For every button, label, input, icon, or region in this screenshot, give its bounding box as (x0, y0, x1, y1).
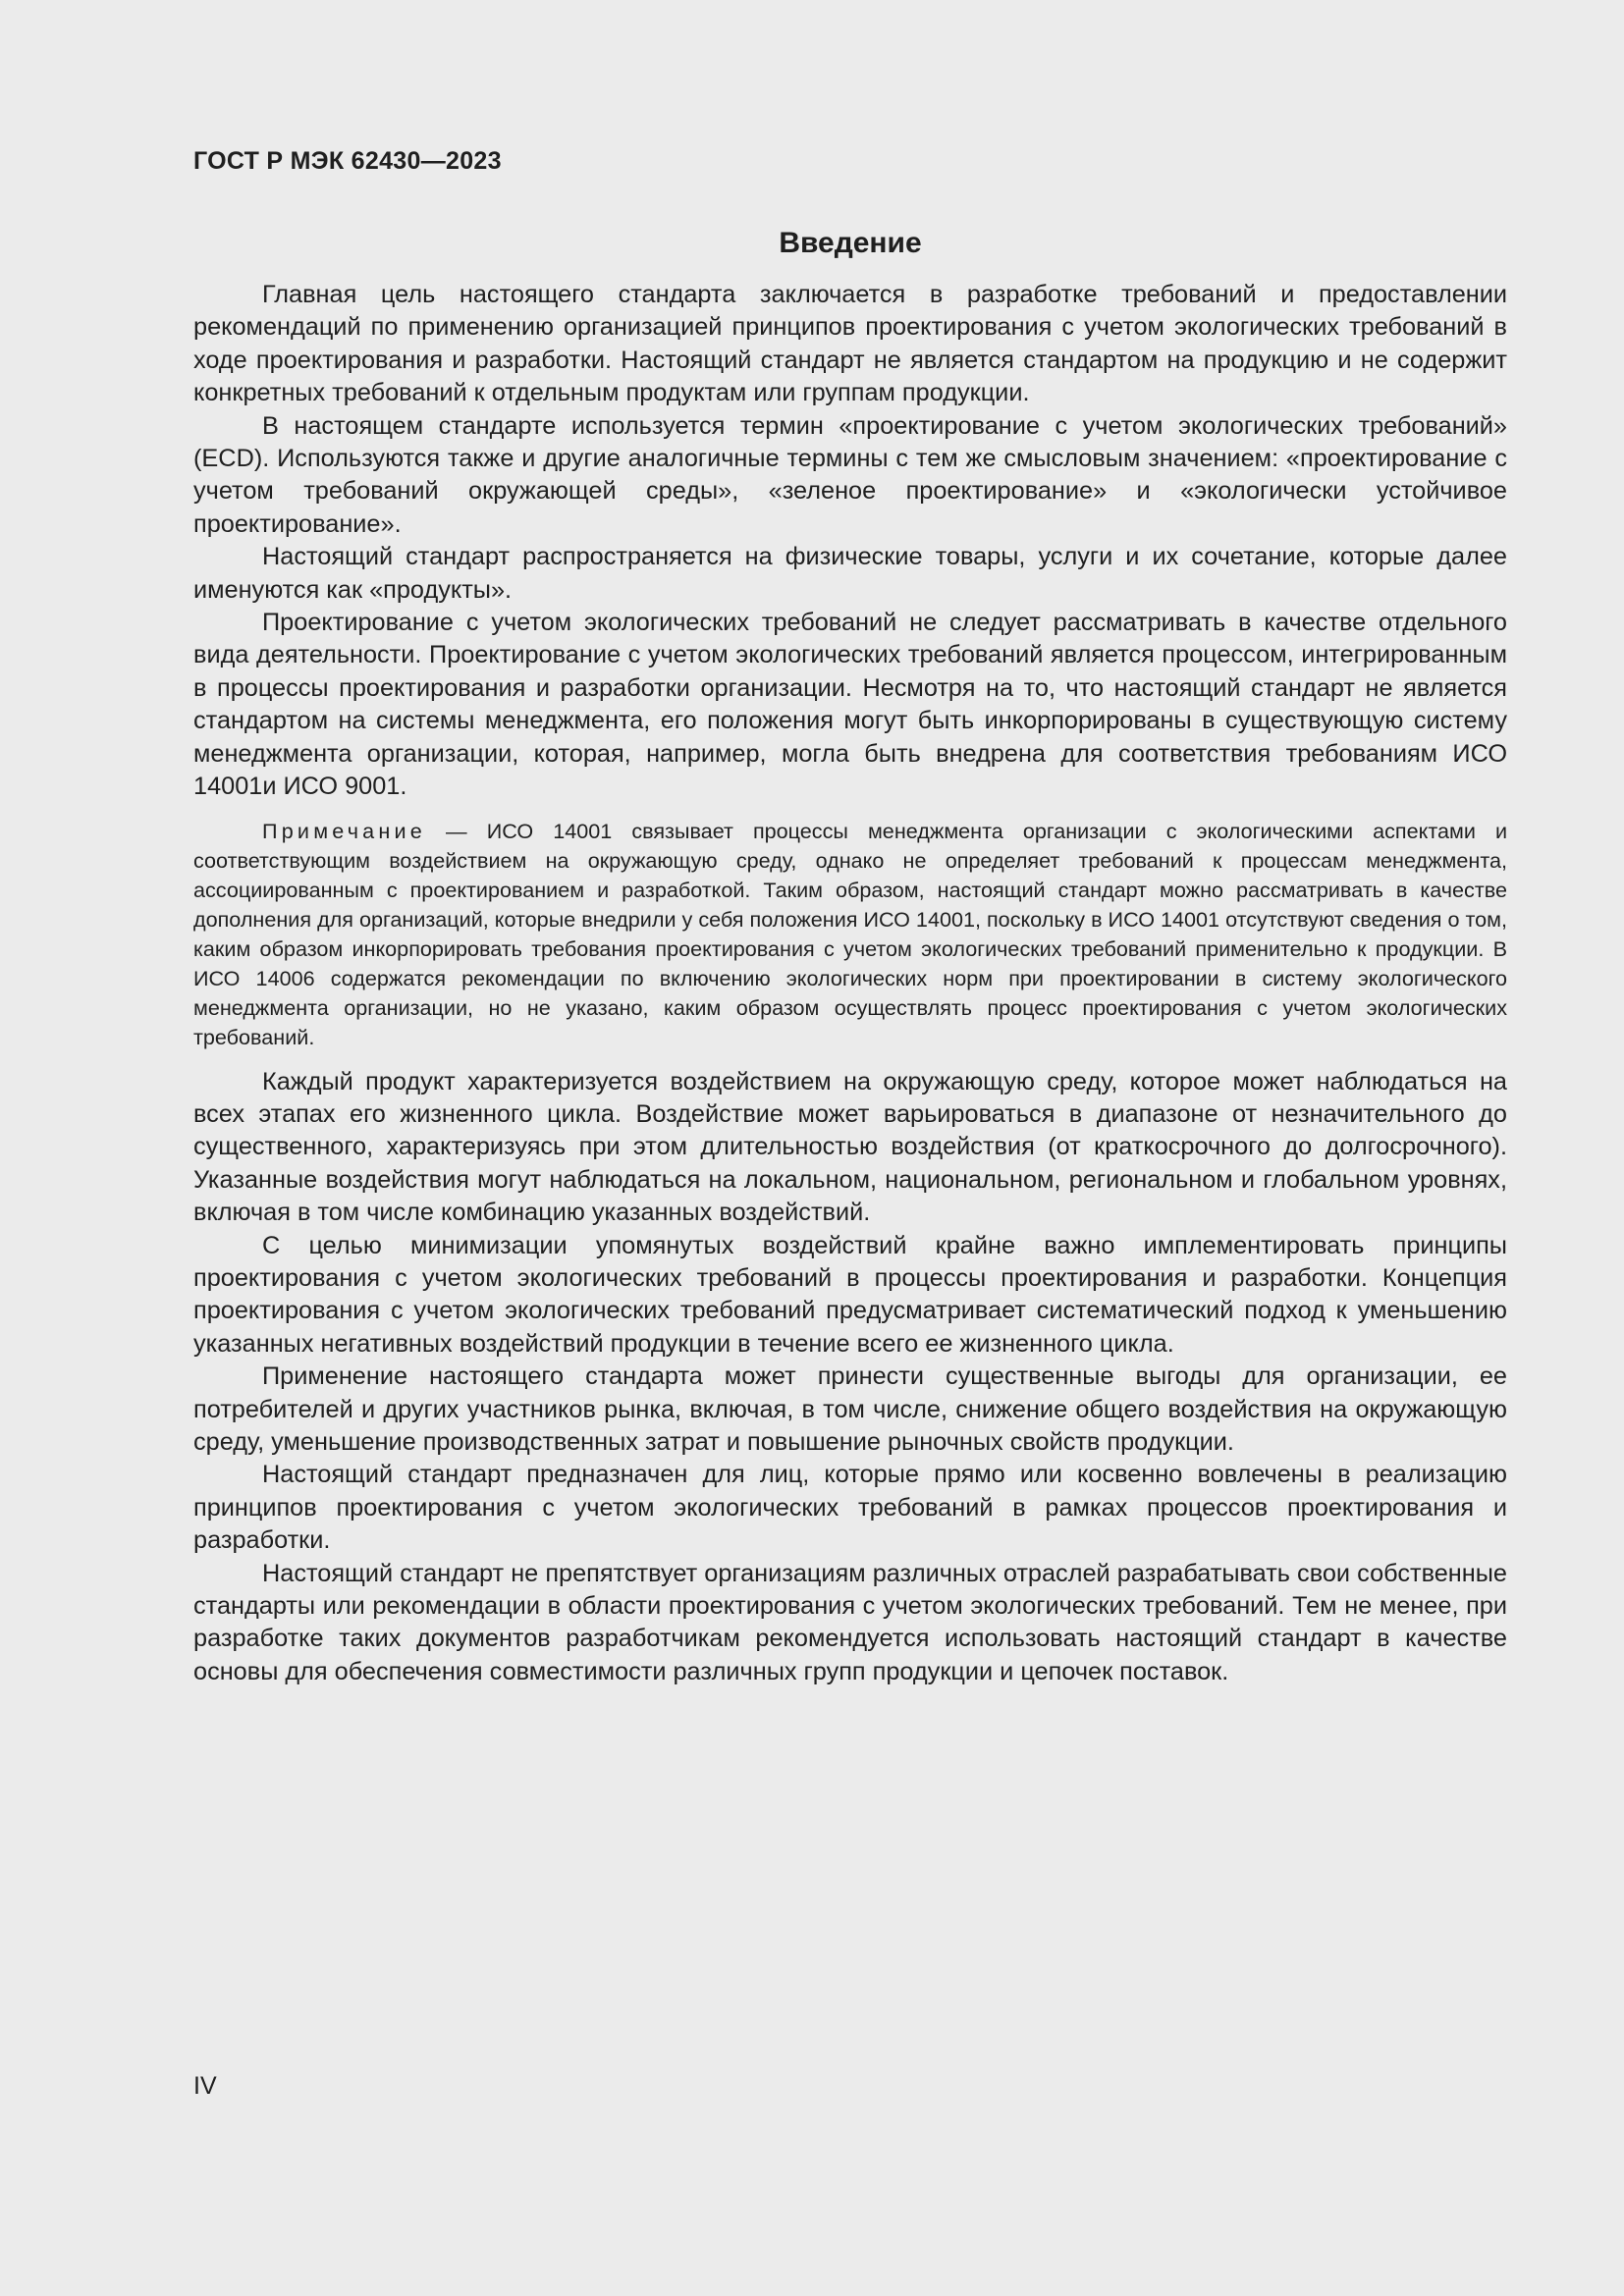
paragraph: С целью минимизации упомянутых воздействий крайне важно имплементировать принципы проектирования с учетом экологических требований в процессы проектирования и разработки. Концепция проектирования с учетом экологических требований предусматривает систематический подход к уменьшению указанных негативных воздействий продукции в течение всего ее жизненного цикла. (193, 1231, 1507, 1358)
document-code-header: ГОСТ Р МЭК 62430—2023 (193, 147, 502, 175)
page-body (193, 224, 1507, 1688)
paragraph: В настоящем стандарте используется термин «проектирование с учетом экологических требований» (ECD). Используются также и другие аналогичные термины с тем же смысловым значением: «проектирование с учетом требований окружающей среды», «зеленое проектирование» и «экологически устойчивое проектирование». (193, 411, 1507, 538)
paragraph: Настоящий стандарт не препятствует организациям различных отраслей разрабатывать свои собственные стандарты или рекомендации в области проектирования с учетом экологических требований. Тем не менее, при разработке таких документов разработчикам рекомендуется использовать настоящий стандарт в качестве основы для обеспечения совместимости различных групп продукции и цепочек поставок. (193, 1559, 1507, 1685)
paragraph: Настоящий стандарт предназначен для лиц, которые прямо или косвенно вовлечены в реализацию принципов проектирования с учетом экологических требований в рамках процессов проектирования и разработки. (193, 1461, 1507, 1555)
page-number: IV (193, 2072, 217, 2100)
paragraph: Проектирование с учетом экологических требований не следует рассматривать в качестве отдельного вида деятельности. Проектирование с учетом экологических требований является процессом, интегрированным в процессы проектирования и разработки организации. Несмотря на то, что настоящий стандарт не является стандартом на системы менеджмента, его положения могут быть инкорпорированы в существующую систему менеджмента организации, которая, например, могла быть внедрена для соответствия требованиям ИСО 14001и ИСО 9001. (193, 609, 1507, 801)
paragraph: Применение настоящего стандарта может принести существенные выгоды для организации, ее потребителей и других участников рынка, включая, в том числе, снижение общего воздействия на окружающую среду, уменьшение производственных затрат и повышение рыночных свойств продукции. (193, 1362, 1507, 1456)
note-dash: — (426, 818, 487, 843)
note-label: Примечание (262, 818, 426, 843)
note-text: ИСО 14001 связывает процессы менеджмента организации с экологическими аспектами и соответствующим воздействием на окружающую среду, однако не определяет требований к процессам менеджмента, ассоциированным с проектированием и разработкой. Таким образом, настоящий стандарт можно рассматривать в качестве дополнения для организаций, которые внедрили у себя положения ИСО 14001, поскольку в ИСО 14001 отсутствуют сведения о том, каким образом инкорпорировать требования проектирования с учетом экологических требований применительно к продукции. В ИСО 14006 содержатся рекомендации по включению экологических норм при проектировании в систему экологического менеджмента организации, но не указано, каким образом осуществлять процесс проектирования с учетом экологических требований. (193, 818, 1508, 1049)
note-block (193, 817, 1507, 1052)
section-title: Введение (779, 227, 922, 259)
paragraph: Главная цель настоящего стандарта заключается в разработке требований и предоставлении рекомендаций по применению организацией принципов проектирования с учетом экологических требований в ходе проектирования и разработки. Настоящий стандарт не является стандартом на продукцию и не содержит конкретных требований к отдельным продуктам или группам продукции. (193, 281, 1507, 407)
paragraph: Каждый продукт характеризуется воздействием на окружающую среду, которое может наблюдаться на всех этапах его жизненного цикла. Воздействие может варьироваться в диапазоне от незначительного до существенного, характеризуясь при этом длительностью воздействия (от краткосрочного до долгосрочного). Указанные воздействия могут наблюдаться на локальном, национальном, региональном и глобальном уровнях, включая в том числе комбинацию указанных воздействий. (193, 1067, 1507, 1227)
paragraph: Настоящий стандарт распространяется на физические товары, услуги и их сочетание, которые далее именуются как «продукты». (193, 543, 1507, 604)
